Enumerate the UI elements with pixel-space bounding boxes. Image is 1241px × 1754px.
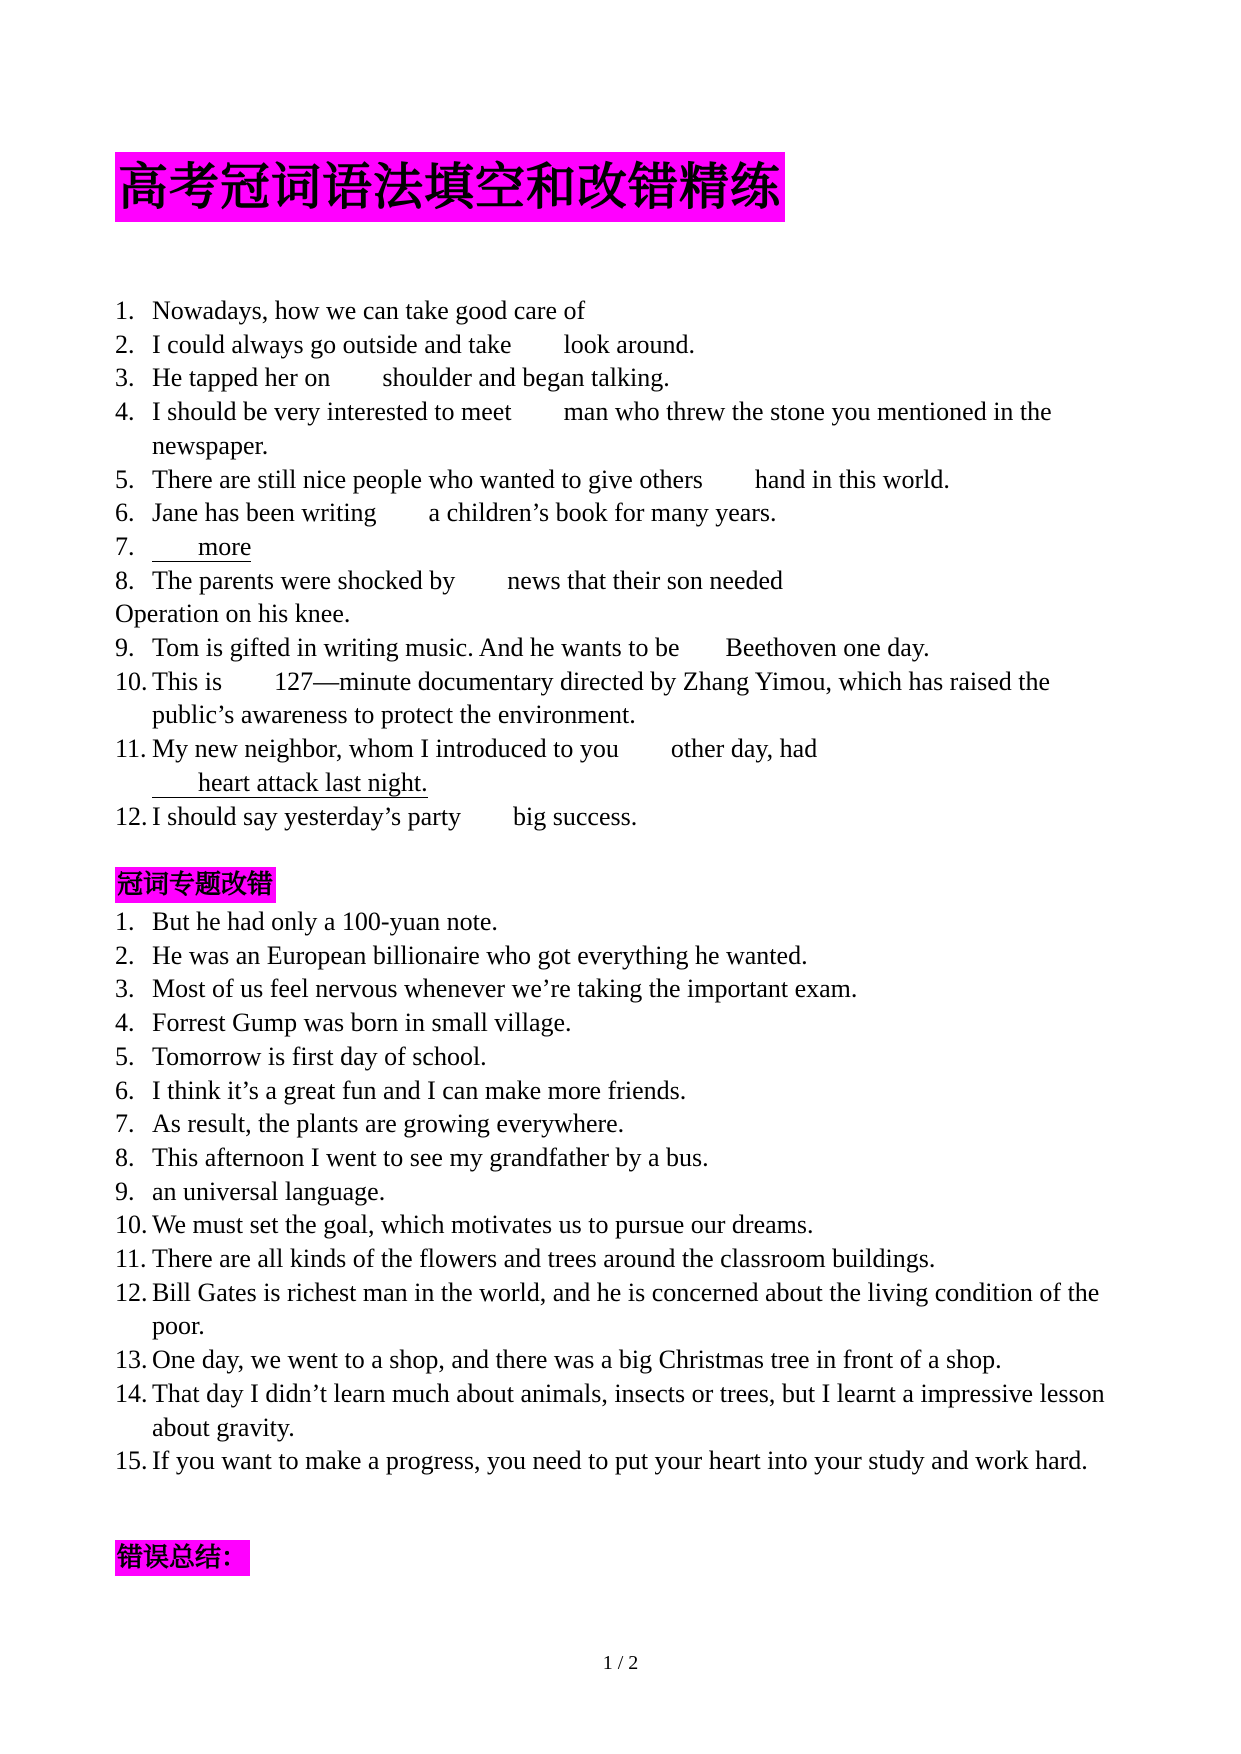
list-item: 10. This is 127—minute documentary directed by Zhang Yimou, which has raised the public’s awareness to protect the environment. [115,666,1051,730]
list-item: 6. Jane has been writing a children’s book for many years. [115,498,777,528]
list-item: 7. more [115,531,252,561]
item-number: 13. [115,1345,148,1375]
list-item: 3. He tapped her on shoulder and began talking. [115,363,670,393]
list-item: 1. Nowadays, how we can take good care of [115,296,586,325]
item-number: 3. [115,974,135,1004]
item-text: If you want to make a progress, you need to put your heart into your study and work hard. [152,1446,1088,1476]
list-item: 4. I should be very interested to meet man who threw the stone you mentioned in the newspaper. [115,397,1052,460]
section-heading-corrections: 冠词专题改错 [115,867,276,903]
item-text: That day I didn’t learn much about animals, insects or trees, but I learnt a impressive lesson about gravity. [152,1378,1105,1442]
list-item [115,1175,1135,1209]
item-text: an universal language. [152,1176,386,1206]
list-item [115,1242,1135,1276]
list-item [115,1006,1135,1040]
item-number: 4. [115,1008,135,1038]
list-item [115,1276,1135,1343]
item-number: 11. [115,1244,147,1274]
item-text: We must set the goal, which motivates us to pursue our dreams. [152,1210,814,1240]
item-text: One day, we went to a shop, and there was a big Christmas tree in front of a shop. [152,1345,1002,1375]
item-number: 2. [115,940,135,970]
list-item: 11. My new neighbor, whom I introduced to you other day, had heart attack last night. [115,734,818,797]
fill-in-exercise-list [115,294,1135,833]
item-text: This afternoon I went to see my grandfather by a bus. [152,1142,709,1172]
list-item: 12. I should say yesterday’s party big success. [115,801,638,831]
list-item-continuation: Operation on his knee. [115,599,351,629]
list-item: 2. I could always go outside and take look around. [115,329,695,359]
item-text: Tomorrow is first day of school. [152,1041,487,1071]
list-item [115,1343,1135,1377]
item-number: 8. [115,1142,135,1172]
item-number: 6. [115,1075,135,1105]
item-text: But he had only a 100-yuan note. [152,907,498,936]
item-text: There are all kinds of the flowers and trees around the classroom buildings. [152,1244,936,1274]
item-number: 10. [115,1210,148,1240]
page-number: 1 / 2 [602,1652,639,1674]
underlined-answer: heart attack last night. [152,768,428,798]
item-number: 5. [115,1041,135,1071]
item-number: 1. [115,907,135,936]
item-text: As result, the plants are growing everywhere. [152,1109,625,1139]
section-heading-summary: 错误总结： [115,1540,250,1576]
list-item [115,1208,1135,1242]
list-item [115,1040,1135,1074]
list-item [115,905,1135,939]
item-text: Most of us feel nervous whenever we’re taking the important exam. [152,974,858,1004]
item-text: I think it’s a great fun and I can make more friends. [152,1075,687,1105]
item-text: He was an European billionaire who got everything he wanted. [152,940,808,970]
item-number: 9. [115,1176,135,1206]
item-text: Forrest Gump was born in small village. [152,1008,572,1038]
list-item: 8. The parents were shocked by news that their son needed [115,565,784,595]
item-number: 15. [115,1446,148,1476]
list-item [115,1074,1135,1108]
page-title: 高考冠词语法填空和改错精练 [115,152,785,222]
item-text: Bill Gates is richest man in the world, and he is concerned about the living condition of the poor. [152,1277,1100,1341]
list-item [115,1377,1135,1444]
list-item [115,1141,1135,1175]
list-item [115,939,1135,973]
underlined-answer: more [152,532,251,562]
item-number: 14. [115,1378,148,1408]
item-number: 12. [115,1277,148,1307]
list-item: 9. Tom is gifted in writing music. And he wants to be Beethoven one day. [115,633,930,663]
list-item [115,1107,1135,1141]
correction-exercise-list [115,905,1135,1478]
item-number: 7. [115,1109,135,1139]
list-item [115,1444,1135,1478]
list-item [115,972,1135,1006]
list-item: 5. There are still nice people who wanted to give others hand in this world. [115,464,950,494]
